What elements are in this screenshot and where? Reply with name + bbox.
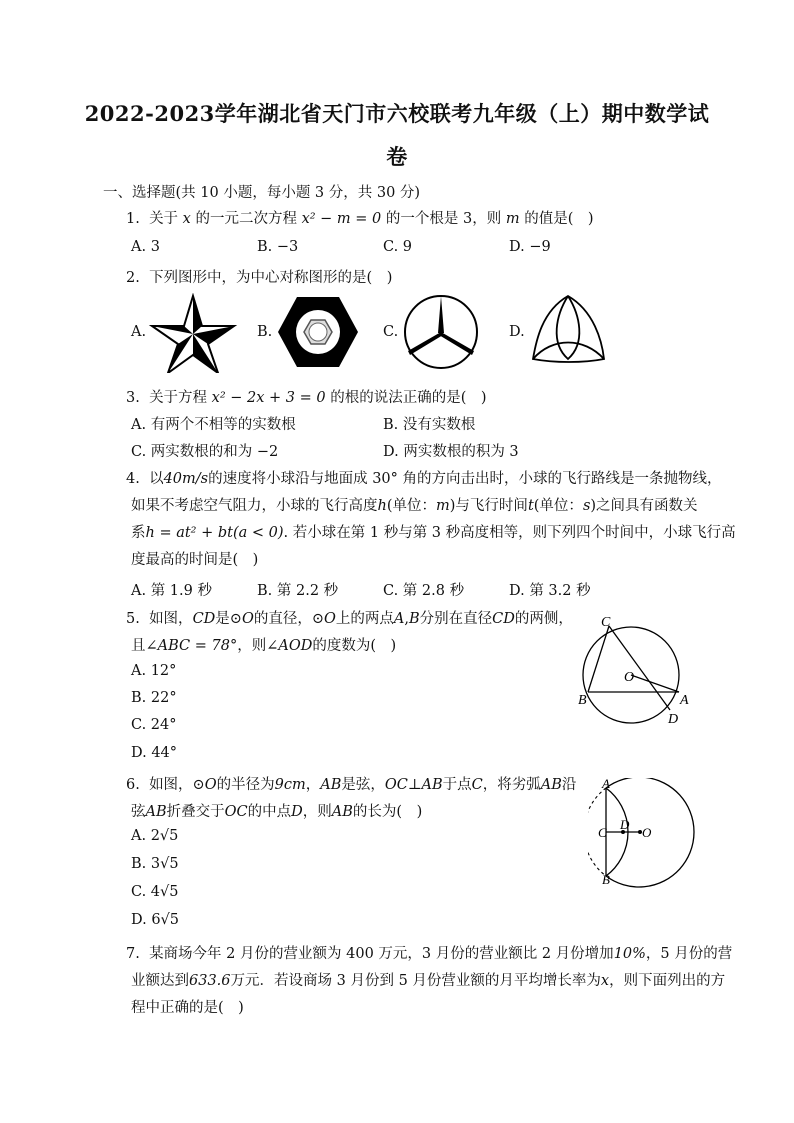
- q2-text: 下列图形中，为中心对称图形的是( ): [149, 270, 393, 286]
- q5-point-b: B: [408, 611, 420, 627]
- q5-line1-e: ,: [404, 611, 409, 627]
- question-2: [126, 266, 392, 287]
- q6-label-c: C: [598, 825, 607, 840]
- question-6-line-1: [126, 773, 576, 794]
- q5-line1-b: 是⊙: [215, 611, 242, 627]
- q5-line1-g: 的两侧，: [514, 611, 573, 627]
- q6-circle-fold-diagram: [588, 778, 696, 888]
- q6-label-b: B: [602, 872, 610, 887]
- q4-var-h: h: [377, 498, 387, 514]
- q2-option-a-label[interactable]: A.: [131, 324, 147, 340]
- q4-line2-e: )之间具有函数关: [590, 498, 698, 514]
- question-7-line-1: [126, 942, 732, 963]
- q7-line2-c: ，则下面列出的方: [609, 973, 726, 989]
- q4-unit-m: m: [436, 498, 450, 514]
- q6-option-d[interactable]: D. 6√5: [131, 912, 180, 928]
- question-4-line-3: [131, 521, 736, 542]
- q1-var-m: m: [505, 211, 520, 227]
- q5-o2: O: [324, 611, 336, 627]
- q4-speed: 40m/s: [163, 471, 209, 487]
- q5-option-b[interactable]: B. 22°: [131, 690, 177, 706]
- q5-line1-f: 分别在直径: [419, 611, 493, 627]
- q7-line1-a: 某商场今年 2 月份的营业额为 400 万元，3 月份的营业额比 2 月份增加: [149, 946, 614, 962]
- q4-function: h = at² + bt(a < 0): [145, 525, 284, 541]
- q2-option-c-label[interactable]: C.: [383, 324, 399, 340]
- q6-line1-e: 于点: [442, 777, 472, 793]
- q6-ab: AB: [320, 777, 342, 793]
- q3-option-b[interactable]: B. 没有实数根: [383, 417, 476, 433]
- q1-text-d: 的值是( ): [524, 211, 594, 227]
- q1-number: 1.: [126, 211, 140, 227]
- q5-label-a: A: [680, 693, 689, 708]
- question-3: [126, 386, 487, 407]
- q6-line2-b: 折叠交于: [166, 804, 225, 820]
- q4-line3-a: 系: [131, 525, 146, 541]
- q7-var-x: x: [600, 973, 610, 989]
- q5-option-c[interactable]: C. 24°: [131, 717, 177, 733]
- q5-option-a[interactable]: A. 12°: [131, 663, 177, 679]
- q6-label-o: O: [642, 825, 652, 840]
- q6-oc: OC: [224, 804, 248, 820]
- q7-percent: 10%: [613, 946, 646, 962]
- q4-line2-c: )与飞行时间: [449, 498, 528, 514]
- q6-d: D: [291, 804, 303, 820]
- q6-line1-c: ，: [305, 777, 321, 793]
- q5-o1: O: [241, 611, 254, 627]
- q5-angle-abc: ∠ABC = 78°: [145, 638, 238, 654]
- five-point-star-figure: [148, 293, 238, 373]
- q5-line1-a: 如图，: [149, 611, 193, 627]
- q5-cd: CD: [192, 611, 216, 627]
- question-4-line-2: [131, 494, 698, 515]
- q1-equation: x² − m = 0: [301, 211, 382, 227]
- q7-amount: 633.6: [189, 973, 231, 989]
- q7-number: 7.: [126, 946, 140, 962]
- q1-text-b: 的一元二次方程: [195, 211, 297, 227]
- q4-line2-b: (单位：: [386, 498, 437, 514]
- q6-label-a: A: [602, 778, 610, 791]
- q4-unit-s: s: [582, 498, 591, 514]
- q6-line1-d: 是弦，: [341, 777, 385, 793]
- q6-line2-e: 的长为( ): [352, 804, 423, 820]
- q3-text-a: 关于方程: [149, 390, 208, 406]
- q6-ab2: AB: [540, 777, 562, 793]
- q4-line1-b: 的速度将小球沿与地面成 30° 角的方向击出时，小球的飞行路线是一条抛物线，: [208, 471, 722, 487]
- q5-line2-c: 的度数为( ): [312, 638, 397, 654]
- q7-line1-b: ，5 月份的营: [645, 946, 733, 962]
- question-5-line-1: [126, 607, 573, 628]
- hexagon-nut-figure: [277, 295, 359, 369]
- q4-line2-d: (单位：: [533, 498, 583, 514]
- q4-option-a[interactable]: A. 第 1.9 秒: [131, 583, 212, 599]
- q5-point-a: A: [393, 611, 405, 627]
- q5-label-d: D: [668, 712, 679, 727]
- q6-number: 6.: [126, 777, 140, 793]
- three-pointed-star-in-circle-figure: [402, 293, 480, 371]
- q4-line1-a: 以: [149, 471, 164, 487]
- page-title-line2: 卷: [386, 144, 408, 169]
- q6-line2-c: 的中点: [247, 804, 292, 820]
- question-4-line-4: 度最高的时间是( ): [131, 552, 259, 568]
- q6-perp: OC⊥AB: [384, 777, 443, 793]
- q6-option-b[interactable]: B. 3√5: [131, 856, 179, 872]
- q1-option-c[interactable]: C. 9: [383, 239, 413, 255]
- q3-equation: x² − 2x + 3 = 0: [211, 390, 326, 406]
- q5-line2-b: ，则: [237, 638, 267, 654]
- question-5-line-2: [131, 634, 396, 655]
- q6-line1-f: ，将劣弧: [482, 777, 541, 793]
- q6-line1-b: 的半径为: [216, 777, 275, 793]
- q3-number: 3.: [126, 390, 140, 406]
- q5-option-d[interactable]: D. 44°: [131, 745, 178, 761]
- question-7-line-3: 程中正确的是( ): [131, 1000, 244, 1016]
- q6-option-c[interactable]: C. 4√5: [131, 884, 179, 900]
- q1-option-d[interactable]: D. −9: [509, 239, 551, 255]
- q5-label-b: B: [578, 693, 587, 708]
- question-7-line-2: [131, 969, 725, 990]
- q4-line3-b: . 若小球在第 1 秒与第 3 秒高度相等，则下列四个时间中，小球飞行高: [283, 525, 736, 541]
- q5-label-o: O: [624, 670, 635, 685]
- section-heading: 一、选择题(共 10 小题，每小题 3 分，共 30 分): [103, 185, 421, 201]
- q4-option-b[interactable]: B. 第 2.2 秒: [257, 583, 339, 599]
- q5-line2-a: 且: [131, 638, 146, 654]
- q3-option-d[interactable]: D. 两实数根的积为 3: [383, 444, 519, 460]
- q6-ab4: AB: [331, 804, 353, 820]
- q2-option-b-label[interactable]: B.: [257, 324, 273, 340]
- q5-number: 5.: [126, 611, 140, 627]
- q6-line2-d: ，则: [302, 804, 332, 820]
- q4-option-d[interactable]: D. 第 3.2 秒: [509, 583, 591, 599]
- q3-option-a[interactable]: A. 有两个不相等的实数根: [131, 417, 296, 433]
- q4-option-c[interactable]: C. 第 2.8 秒: [383, 583, 465, 599]
- q3-text-b: 的根的说法正确的是( ): [330, 390, 487, 406]
- q7-line2-b: 万元．若设商场 3 月份到 5 月份营业额的月平均增长率为: [230, 973, 601, 989]
- q2-option-d-label[interactable]: D.: [509, 324, 525, 340]
- q4-number: 4.: [126, 471, 140, 487]
- q2-number: 2.: [126, 270, 140, 286]
- q1-var-x: x: [182, 211, 191, 227]
- q5-circle-diagram: [576, 612, 696, 730]
- q7-line2-a: 业额达到: [131, 973, 189, 989]
- q5-label-c: C: [601, 615, 611, 630]
- q5-line1-c: 的直径，⊙: [253, 611, 324, 627]
- q5-angle-aod: ∠AOD: [266, 638, 313, 654]
- q5-cd2: CD: [492, 611, 515, 627]
- page-title-line1: 2022-2023学年湖北省天门市六校联考九年级（上）期中数学试: [84, 101, 710, 126]
- q6-option-a[interactable]: A. 2√5: [131, 828, 179, 844]
- triquetra-figure: [530, 293, 606, 365]
- q5-line1-d: 上的两点: [335, 611, 394, 627]
- q6-o: O: [204, 777, 217, 793]
- q1-text-c: 的一个根是 3，则: [385, 211, 502, 227]
- q6-c: C: [471, 777, 483, 793]
- q1-text-a: 关于: [149, 211, 179, 227]
- q6-line1-g: 沿: [561, 777, 577, 793]
- q3-option-c[interactable]: C. 两实数根的和为 −2: [131, 444, 279, 460]
- q6-radius: 9cm: [274, 777, 306, 793]
- question-6-line-2: [131, 800, 422, 821]
- question-4-line-1: [126, 467, 722, 488]
- q6-label-d: D: [620, 817, 630, 832]
- q4-line2-a: 如果不考虑空气阻力，小球的飞行高度: [131, 498, 378, 514]
- q6-line1-a: 如图，⊙: [149, 777, 205, 793]
- question-1: [126, 207, 594, 228]
- q1-option-a[interactable]: A. 3: [131, 239, 160, 255]
- q6-ab3: AB: [145, 804, 167, 820]
- q4-var-t: t: [527, 498, 534, 514]
- q6-line2-a: 弦: [131, 804, 146, 820]
- q1-option-b[interactable]: B. −3: [257, 239, 299, 255]
